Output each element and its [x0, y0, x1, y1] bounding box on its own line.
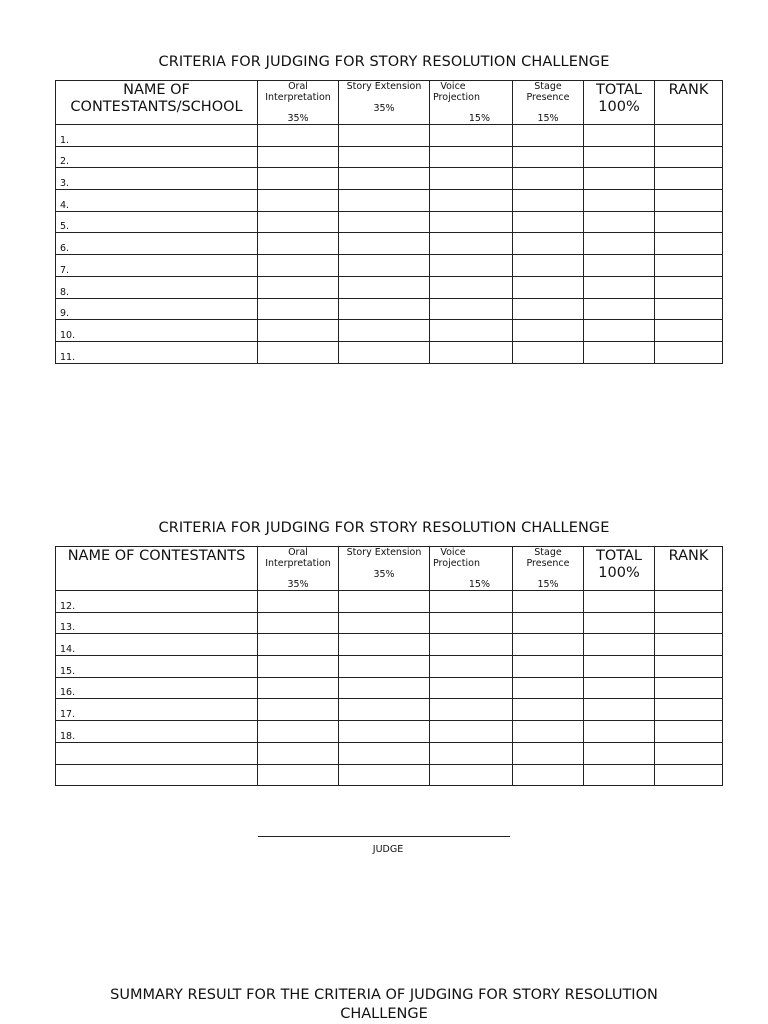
stage-presence-score-cell[interactable] — [513, 125, 584, 147]
judge-label: JUDGE — [372, 844, 404, 855]
rank-column-header: RANK — [655, 81, 723, 125]
oral-interpretation-score-cell[interactable] — [258, 721, 339, 743]
summary-title-line1: SUMMARY RESULT FOR THE CRITERIA OF JUDGING FOR STORY RESOLUTION — [110, 987, 658, 1003]
criterion-percent: 35% — [287, 113, 309, 124]
story-extension-score-cell[interactable] — [339, 591, 430, 613]
total-score-cell[interactable] — [584, 190, 655, 212]
rank-cell[interactable] — [655, 298, 723, 320]
stage-presence-score-cell[interactable] — [513, 341, 584, 363]
oral-interpretation-score-cell[interactable] — [258, 168, 339, 190]
criterion-header-voice-projection — [430, 547, 513, 591]
table-row — [56, 721, 723, 743]
table-row — [56, 656, 723, 678]
total-score-cell[interactable] — [584, 742, 655, 764]
story-extension-score-cell[interactable] — [339, 612, 430, 634]
voice-projection-score-cell[interactable] — [430, 764, 513, 786]
form1-header-row — [56, 81, 723, 125]
criterion-name: Story Extension — [346, 547, 422, 558]
table-row — [56, 211, 723, 233]
total-header-line2: 100% — [598, 565, 640, 581]
voice-projection-score-cell[interactable] — [430, 721, 513, 743]
judge-signature-line[interactable] — [258, 836, 510, 837]
table-row — [56, 699, 723, 721]
voice-projection-score-cell[interactable] — [430, 320, 513, 342]
criterion-header-voice-projection — [430, 81, 513, 125]
rank-cell[interactable] — [655, 320, 723, 342]
rank-cell[interactable] — [655, 656, 723, 678]
rank-cell[interactable] — [655, 677, 723, 699]
story-extension-score-cell[interactable] — [339, 320, 430, 342]
total-header-line1: TOTAL — [596, 548, 642, 564]
stage-presence-score-cell[interactable] — [513, 612, 584, 634]
contestant-name-cell[interactable]: 11. — [56, 341, 258, 363]
contestant-name-cell[interactable]: 3. — [56, 168, 258, 190]
stage-presence-score-cell[interactable] — [513, 699, 584, 721]
criterion-name: Stage Presence — [526, 81, 570, 103]
criterion-header-story-extension — [339, 547, 430, 591]
voice-projection-score-cell[interactable] — [430, 190, 513, 212]
oral-interpretation-score-cell[interactable] — [258, 320, 339, 342]
total-score-cell[interactable] — [584, 211, 655, 233]
story-extension-score-cell[interactable] — [339, 656, 430, 678]
total-score-cell[interactable] — [584, 341, 655, 363]
contestant-name-cell[interactable]: 10. — [56, 320, 258, 342]
rank-cell[interactable] — [655, 211, 723, 233]
voice-projection-score-cell[interactable] — [430, 634, 513, 656]
total-score-cell[interactable] — [584, 276, 655, 298]
voice-projection-score-cell[interactable] — [430, 146, 513, 168]
rank-cell[interactable] — [655, 699, 723, 721]
oral-interpretation-score-cell[interactable] — [258, 146, 339, 168]
table-row — [56, 764, 723, 786]
stage-presence-score-cell[interactable] — [513, 233, 584, 255]
oral-interpretation-score-cell[interactable] — [258, 341, 339, 363]
oral-interpretation-score-cell[interactable] — [258, 699, 339, 721]
oral-interpretation-score-cell[interactable] — [258, 125, 339, 147]
rank-cell[interactable] — [655, 276, 723, 298]
criterion-name: Stage Presence — [526, 547, 570, 569]
voice-projection-score-cell[interactable] — [430, 612, 513, 634]
table-row — [56, 591, 723, 613]
story-extension-score-cell[interactable] — [339, 233, 430, 255]
rank-cell[interactable] — [655, 341, 723, 363]
total-score-cell[interactable] — [584, 591, 655, 613]
story-extension-score-cell[interactable] — [339, 764, 430, 786]
oral-interpretation-score-cell[interactable] — [258, 634, 339, 656]
oral-interpretation-score-cell[interactable] — [258, 298, 339, 320]
total-score-cell[interactable] — [584, 656, 655, 678]
voice-projection-score-cell[interactable] — [430, 591, 513, 613]
contestant-name-cell[interactable]: 8. — [56, 276, 258, 298]
story-extension-score-cell[interactable] — [339, 255, 430, 277]
contestant-name-cell[interactable]: 12. — [56, 591, 258, 613]
voice-projection-score-cell[interactable] — [430, 211, 513, 233]
criterion-name: Voice Projection — [433, 547, 480, 569]
voice-projection-score-cell[interactable] — [430, 742, 513, 764]
oral-interpretation-score-cell[interactable] — [258, 612, 339, 634]
contestant-name-cell[interactable]: 9. — [56, 298, 258, 320]
oral-interpretation-score-cell[interactable] — [258, 677, 339, 699]
stage-presence-score-cell[interactable] — [513, 721, 584, 743]
table-row — [56, 612, 723, 634]
total-score-cell[interactable] — [584, 255, 655, 277]
voice-projection-score-cell[interactable] — [430, 656, 513, 678]
oral-interpretation-score-cell[interactable] — [258, 211, 339, 233]
form1-title: CRITERIA FOR JUDGING FOR STORY RESOLUTION CHALLENGE — [158, 54, 610, 70]
table-row — [56, 341, 723, 363]
contestant-name-cell[interactable]: 2. — [56, 146, 258, 168]
criterion-name: Oral Interpretation — [265, 547, 331, 569]
table-row — [56, 255, 723, 277]
criterion-header-oral-interpretation — [258, 547, 339, 591]
oral-interpretation-score-cell[interactable] — [258, 190, 339, 212]
total-score-cell[interactable] — [584, 721, 655, 743]
rank-cell[interactable] — [655, 146, 723, 168]
total-score-cell[interactable] — [584, 233, 655, 255]
stage-presence-score-cell[interactable] — [513, 146, 584, 168]
total-column-header — [584, 81, 655, 125]
contestant-name-cell[interactable]: 16. — [56, 677, 258, 699]
total-score-cell[interactable] — [584, 699, 655, 721]
criterion-percent: 35% — [373, 569, 395, 580]
contestant-name-cell[interactable]: 14. — [56, 634, 258, 656]
table-row — [56, 742, 723, 764]
total-score-cell[interactable] — [584, 764, 655, 786]
criterion-percent: 15% — [468, 113, 490, 124]
stage-presence-score-cell[interactable] — [513, 764, 584, 786]
voice-projection-score-cell[interactable] — [430, 255, 513, 277]
criterion-percent: 15% — [537, 113, 559, 124]
stage-presence-score-cell[interactable] — [513, 168, 584, 190]
table-row — [56, 276, 723, 298]
stage-presence-score-cell[interactable] — [513, 276, 584, 298]
voice-projection-score-cell[interactable] — [430, 276, 513, 298]
story-extension-score-cell[interactable] — [339, 190, 430, 212]
voice-projection-score-cell[interactable] — [430, 233, 513, 255]
rank-cell[interactable] — [655, 168, 723, 190]
voice-projection-score-cell[interactable] — [430, 677, 513, 699]
story-extension-score-cell[interactable] — [339, 742, 430, 764]
total-score-cell[interactable] — [584, 298, 655, 320]
summary-title-line2: CHALLENGE — [340, 1006, 428, 1022]
total-score-cell[interactable] — [584, 168, 655, 190]
table-row — [56, 320, 723, 342]
summary-title — [0, 986, 768, 1024]
table-row — [56, 125, 723, 147]
total-score-cell[interactable] — [584, 677, 655, 699]
stage-presence-score-cell[interactable] — [513, 298, 584, 320]
story-extension-score-cell[interactable] — [339, 699, 430, 721]
contestant-name-cell[interactable]: 6. — [56, 233, 258, 255]
rank-cell[interactable] — [655, 721, 723, 743]
contestant-name-cell[interactable]: 15. — [56, 656, 258, 678]
table-row — [56, 146, 723, 168]
oral-interpretation-score-cell[interactable] — [258, 276, 339, 298]
story-extension-score-cell[interactable] — [339, 634, 430, 656]
story-extension-score-cell[interactable] — [339, 721, 430, 743]
total-score-cell[interactable] — [584, 125, 655, 147]
total-column-header — [584, 547, 655, 591]
story-extension-score-cell[interactable] — [339, 677, 430, 699]
contestant-name-cell[interactable]: 17. — [56, 699, 258, 721]
voice-projection-score-cell[interactable] — [430, 125, 513, 147]
oral-interpretation-score-cell[interactable] — [258, 742, 339, 764]
stage-presence-score-cell[interactable] — [513, 320, 584, 342]
story-extension-score-cell[interactable] — [339, 211, 430, 233]
rank-cell[interactable] — [655, 634, 723, 656]
contestant-name-cell[interactable]: 13. — [56, 612, 258, 634]
voice-projection-score-cell[interactable] — [430, 298, 513, 320]
contestant-name-cell[interactable] — [56, 764, 258, 786]
story-extension-score-cell[interactable] — [339, 341, 430, 363]
rank-cell[interactable] — [655, 125, 723, 147]
story-extension-score-cell[interactable] — [339, 125, 430, 147]
criterion-header-oral-interpretation — [258, 81, 339, 125]
table-row — [56, 298, 723, 320]
form2-table — [55, 546, 723, 786]
stage-presence-score-cell[interactable] — [513, 591, 584, 613]
criterion-percent: 35% — [287, 579, 309, 590]
criterion-header-stage-presence — [513, 547, 584, 591]
stage-presence-score-cell[interactable] — [513, 742, 584, 764]
stage-presence-score-cell[interactable] — [513, 255, 584, 277]
name-column-header — [56, 81, 258, 125]
story-extension-score-cell[interactable] — [339, 298, 430, 320]
rank-cell[interactable] — [655, 255, 723, 277]
contestant-name-cell[interactable]: 1. — [56, 125, 258, 147]
stage-presence-score-cell[interactable] — [513, 677, 584, 699]
rank-cell[interactable] — [655, 233, 723, 255]
form1-table — [55, 80, 723, 364]
rank-column-header: RANK — [655, 547, 723, 591]
name-column-header: NAME OF CONTESTANTS — [56, 547, 258, 591]
voice-projection-score-cell[interactable] — [430, 341, 513, 363]
form2-title: CRITERIA FOR JUDGING FOR STORY RESOLUTION CHALLENGE — [158, 520, 610, 536]
voice-projection-score-cell[interactable] — [430, 168, 513, 190]
total-header-line2: 100% — [598, 99, 640, 115]
criterion-name: Story Extension — [346, 81, 422, 92]
rank-cell[interactable] — [655, 190, 723, 212]
table-row — [56, 634, 723, 656]
form2-header-row — [56, 547, 723, 591]
story-extension-score-cell[interactable] — [339, 146, 430, 168]
criterion-name: Voice Projection — [433, 81, 480, 103]
name-header-line2: CONTESTANTS/SCHOOL — [70, 99, 243, 115]
oral-interpretation-score-cell[interactable] — [258, 591, 339, 613]
oral-interpretation-score-cell[interactable] — [258, 233, 339, 255]
criterion-percent: 35% — [373, 103, 395, 114]
table-row — [56, 233, 723, 255]
total-score-cell[interactable] — [584, 146, 655, 168]
total-score-cell[interactable] — [584, 612, 655, 634]
voice-projection-score-cell[interactable] — [430, 699, 513, 721]
oral-interpretation-score-cell[interactable] — [258, 764, 339, 786]
contestant-name-cell[interactable] — [56, 742, 258, 764]
rank-cell[interactable] — [655, 764, 723, 786]
contestant-name-cell[interactable]: 18. — [56, 721, 258, 743]
criterion-percent: 15% — [468, 579, 490, 590]
criterion-name: Oral Interpretation — [265, 81, 331, 103]
contestant-name-cell[interactable]: 5. — [56, 211, 258, 233]
stage-presence-score-cell[interactable] — [513, 656, 584, 678]
total-header-line1: TOTAL — [596, 82, 642, 98]
story-extension-score-cell[interactable] — [339, 168, 430, 190]
total-score-cell[interactable] — [584, 320, 655, 342]
oral-interpretation-score-cell[interactable] — [258, 255, 339, 277]
rank-cell[interactable] — [655, 591, 723, 613]
criterion-header-story-extension — [339, 81, 430, 125]
contestant-name-cell[interactable]: 4. — [56, 190, 258, 212]
criterion-header-stage-presence — [513, 81, 584, 125]
table-row — [56, 190, 723, 212]
stage-presence-score-cell[interactable] — [513, 211, 584, 233]
stage-presence-score-cell[interactable] — [513, 190, 584, 212]
table-row — [56, 168, 723, 190]
rank-cell[interactable] — [655, 742, 723, 764]
rank-cell[interactable] — [655, 612, 723, 634]
total-score-cell[interactable] — [584, 634, 655, 656]
contestant-name-cell[interactable]: 7. — [56, 255, 258, 277]
oral-interpretation-score-cell[interactable] — [258, 656, 339, 678]
stage-presence-score-cell[interactable] — [513, 634, 584, 656]
table-row — [56, 677, 723, 699]
story-extension-score-cell[interactable] — [339, 276, 430, 298]
name-header-line1: NAME OF — [123, 82, 190, 98]
criterion-percent: 15% — [537, 579, 559, 590]
